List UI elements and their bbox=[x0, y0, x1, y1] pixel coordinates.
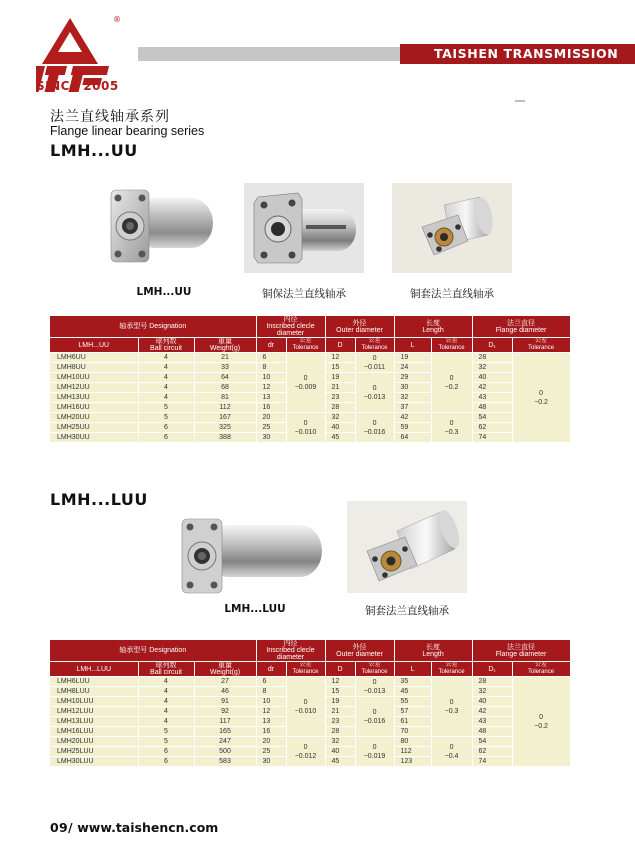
header-L: L bbox=[394, 338, 431, 353]
page-number: 09/ bbox=[50, 820, 73, 835]
series-heading-uu: LMH...UU bbox=[50, 141, 138, 160]
page-footer bbox=[50, 820, 218, 835]
header-outer: 外径 Outer diameter bbox=[325, 640, 394, 662]
header-D-tol: 公差 Tolerance bbox=[355, 662, 394, 677]
header-dr-tol: 公差 Tolerance bbox=[286, 338, 325, 353]
table-row: LMH25UU 6 325 25 40 59 62 bbox=[50, 423, 570, 433]
header-weight: 重量 Weight(g) bbox=[194, 338, 256, 353]
table-row: LMH13LUU 4 117 13 23 61 43 bbox=[50, 717, 570, 727]
table-row: LMH6UU 4 21 6 0 −0.009 12 0 −0.011 19 0 −0.2 28 0 −0.2 bbox=[50, 353, 570, 363]
header-dr-tol: 公差 Tolerance bbox=[286, 662, 325, 677]
header-D: D bbox=[325, 662, 355, 677]
header-D1-tol: 公差 Tolerance bbox=[512, 662, 570, 677]
caption-copper-sleeve: 铜套法兰直线轴承 bbox=[410, 288, 494, 300]
header-D-tol: 公差 Tolerance bbox=[355, 338, 394, 353]
copper-sleeve-flange-bearing-photo bbox=[392, 183, 512, 273]
tolerance-cell: 0 −0.2 bbox=[512, 353, 570, 443]
tolerance-cell: 0 −0.3 bbox=[431, 413, 472, 443]
tolerance-cell: 0 −0.2 bbox=[512, 677, 570, 767]
header-D1: D₁ bbox=[472, 338, 512, 353]
header-inscribed: 内径 Inscribed clecle diameter bbox=[256, 316, 325, 338]
spec-table-uu bbox=[50, 316, 571, 443]
series-heading-luu: LMH...LUU bbox=[50, 490, 148, 509]
copper-sleeve-long-bearing-photo bbox=[347, 501, 467, 593]
tolerance-cell: 0 −0.3 bbox=[431, 677, 472, 737]
tolerance-cell: 0 −0.012 bbox=[286, 737, 325, 767]
header-length: 长度 Length bbox=[394, 316, 472, 338]
header-gray-bar bbox=[138, 47, 400, 61]
table-row: LMH20UU 5 167 20 0 −0.010 32 0 −0.016 42 0 −0.3 54 bbox=[50, 413, 570, 423]
table-row: LMH13UU 4 81 13 23 32 43 bbox=[50, 393, 570, 403]
header-ball: 球列数 Ball circuit bbox=[138, 662, 194, 677]
table-row: LMH12UU 4 68 12 21 30 42 bbox=[50, 383, 570, 393]
header-ball: 球列数 Ball circuit bbox=[138, 338, 194, 353]
header-dr: dr bbox=[256, 338, 286, 353]
tolerance-cell: 0 −0.013 bbox=[355, 677, 394, 697]
header-inscribed: 内径 Inscribed clecle diameter bbox=[256, 640, 325, 662]
tolerance-cell: 0 −0.016 bbox=[355, 413, 394, 443]
decorative-dash bbox=[515, 100, 525, 102]
tolerance-cell: 0 −0.013 bbox=[355, 373, 394, 413]
header-L-tol: 公差 Tolerance bbox=[431, 338, 472, 353]
tolerance-cell: 0 −0.011 bbox=[355, 353, 394, 373]
caption-lmh-luu: LMH...LUU bbox=[224, 603, 286, 615]
tolerance-cell: 0 −0.010 bbox=[286, 677, 325, 737]
table-row: LMH10UU 4 64 10 19 0 −0.013 29 40 bbox=[50, 373, 570, 383]
tolerance-cell: 0 −0.009 bbox=[286, 353, 325, 413]
header-model: LMH...LUU bbox=[50, 662, 138, 677]
company-banner: TAISHEN TRANSMISSION bbox=[400, 44, 635, 64]
header-L: L bbox=[394, 662, 431, 677]
header-D1: D₁ bbox=[472, 662, 512, 677]
table-row: LMH16UU 5 112 16 28 37 48 bbox=[50, 403, 570, 413]
header-dr: dr bbox=[256, 662, 286, 677]
caption-lmh-uu: LMH...UU bbox=[136, 286, 192, 298]
header-D1-tol: 公差 Tolerance bbox=[512, 338, 570, 353]
caption-copper-sleeve-long: 铜套法兰直线轴承 bbox=[365, 605, 449, 617]
table-row: LMH6LUU 4 27 6 0 −0.010 12 0 −0.013 35 0 −0.3 28 0 −0.2 bbox=[50, 677, 570, 687]
tolerance-cell: 0 −0.016 bbox=[355, 697, 394, 737]
header-weight: 重量 Weight(g) bbox=[194, 662, 256, 677]
copper-cage-flange-bearing-photo bbox=[244, 183, 364, 273]
caption-copper-cage: 铜保法兰直线轴承 bbox=[262, 288, 346, 300]
header-length: 长度 Length bbox=[394, 640, 472, 662]
tolerance-cell: 0 −0.019 bbox=[355, 737, 394, 767]
table-row: LMH8LUU 4 46 8 15 45 32 bbox=[50, 687, 570, 697]
table-row: LMH30LUU 6 583 30 45 123 74 bbox=[50, 757, 570, 767]
spec-table-luu bbox=[50, 640, 571, 767]
header-model: LMH...UU bbox=[50, 338, 138, 353]
registered-mark: ® bbox=[113, 15, 121, 24]
header-flange: 法兰直径 Flange diameter bbox=[472, 640, 570, 662]
header-outer: 外径 Outer diameter bbox=[325, 316, 394, 338]
table-row: LMH12LUU 4 92 12 21 57 42 bbox=[50, 707, 570, 717]
lmh-luu-photo bbox=[176, 515, 326, 595]
tolerance-cell: 0 −0.4 bbox=[431, 737, 472, 767]
table-row: LMH30UU 6 388 30 45 64 74 bbox=[50, 433, 570, 443]
page-title-en: Flange linear bearing series bbox=[50, 124, 205, 138]
website-link[interactable]: www.taishencn.com bbox=[77, 820, 219, 835]
header-D: D bbox=[325, 338, 355, 353]
header-designation: 轴承型号 Designation bbox=[50, 640, 256, 662]
table-row: LMH16LUU 5 165 16 28 70 48 bbox=[50, 727, 570, 737]
lmh-uu-photo bbox=[105, 186, 217, 264]
tolerance-cell: 0 −0.2 bbox=[431, 353, 472, 413]
table-row: LMH8UU 4 33 8 15 24 32 bbox=[50, 363, 570, 373]
header-designation: 轴承型号 Designation bbox=[50, 316, 256, 338]
table-row: LMH20LUU 5 247 20 0 −0.012 32 0 −0.019 80 0 −0.4 54 bbox=[50, 737, 570, 747]
page-title-cn: 法兰直线轴承系列 bbox=[50, 109, 170, 125]
tolerance-cell: 0 −0.010 bbox=[286, 413, 325, 443]
header-L-tol: 公差 Tolerance bbox=[431, 662, 472, 677]
since-label: SINCE 2005 bbox=[36, 79, 119, 93]
table-row: LMH10LUU 4 91 10 19 0 −0.016 55 40 bbox=[50, 697, 570, 707]
header-flange: 法兰直径 Flange diameter bbox=[472, 316, 570, 338]
table-row: LMH25LUU 6 500 25 40 112 62 bbox=[50, 747, 570, 757]
